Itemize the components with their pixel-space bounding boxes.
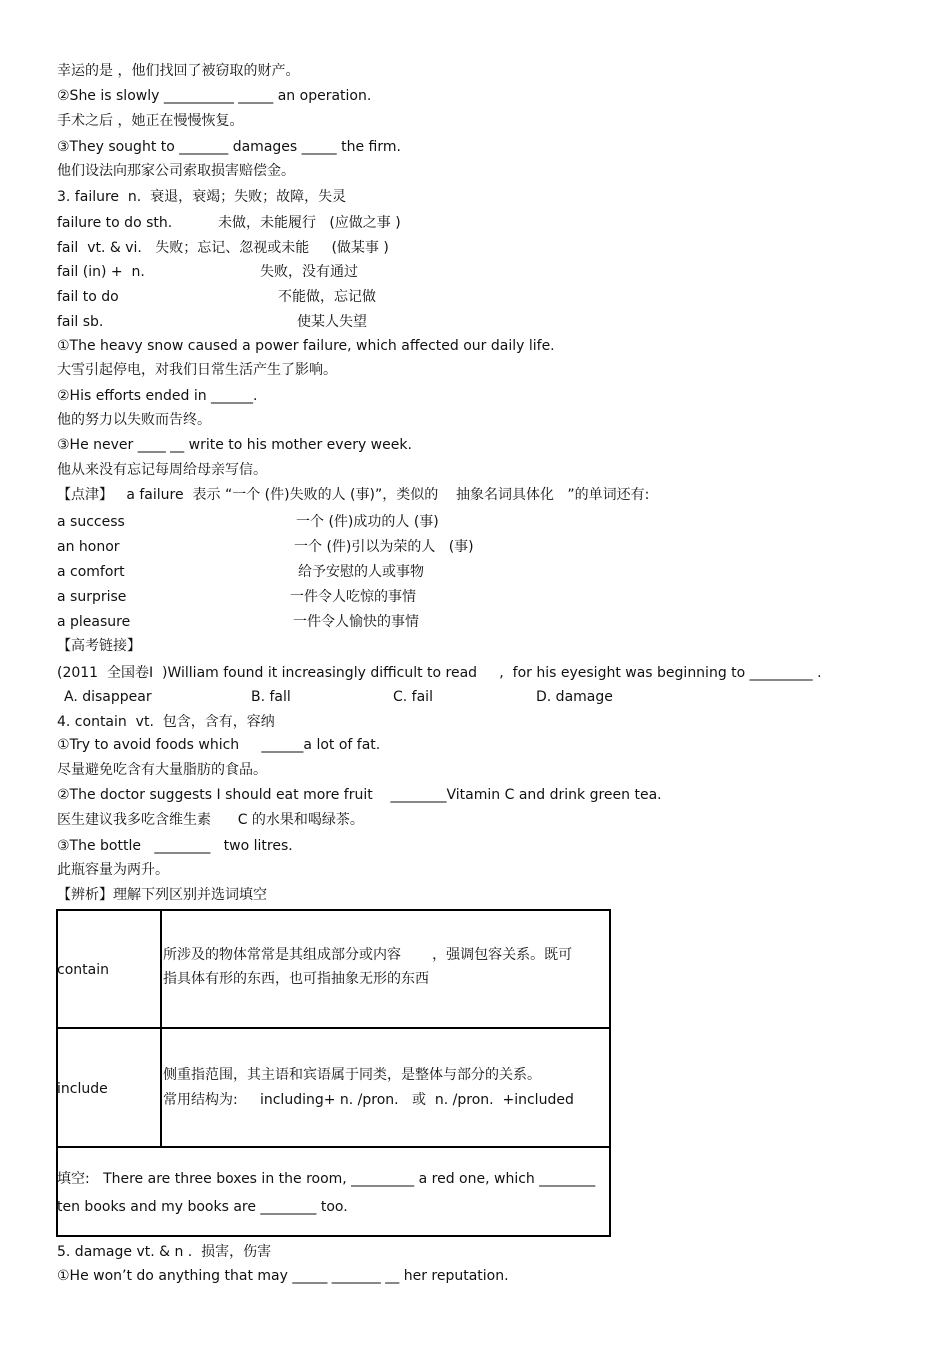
table-desc-contain: 所涉及的物体常常是其组成部分或内容 ，强调包容关系。既可	[163, 947, 573, 963]
table-fill-blank: ten books and my books are ________ too.	[57, 1199, 348, 1215]
table-divider	[56, 1146, 611, 1148]
table-fill-blank: 填空: There are three boxes in the room, _________ a red one, which ________	[57, 1171, 596, 1187]
fail-entry-zh: 不能做，忘记做	[278, 289, 376, 305]
example-sentence: ②The doctor suggests I should eat more fruit ________Vitamin C and drink green tea.	[57, 787, 662, 803]
example-translation: 他从来没有忘记每周给母亲写信。	[57, 462, 267, 478]
table-desc-include: 侧重指范围，其主语和宾语属于同类，是整体与部分的关系。	[163, 1067, 541, 1083]
option-a: A. disappear	[64, 689, 152, 705]
fail-entry-en: failure to do sth.	[57, 215, 173, 231]
option-c: C. fail	[393, 689, 433, 705]
option-d: D. damage	[536, 689, 613, 705]
gaokao-heading: 【高考链接】	[57, 638, 141, 654]
noun-en: a pleasure	[57, 614, 131, 630]
text-line: 他们设法向那家公司索取损害赔偿金。	[57, 163, 295, 179]
text-line: 手术之后 ，她正在慢慢恢复。	[57, 113, 244, 129]
text-line: ②She is slowly __________ _____ an operation.	[57, 88, 372, 104]
fail-entry-en: fail to do	[57, 289, 119, 305]
table-divider	[160, 909, 162, 1148]
option-b: B. fall	[251, 689, 291, 705]
example-translation: 此瓶容量为两升。	[57, 862, 169, 878]
noun-en: an honor	[57, 539, 120, 555]
analysis-heading: 【辨析】理解下列区别并选词填空	[57, 887, 267, 903]
example-translation: 医生建议我多吃含维生素 C 的水果和喝绿茶。	[57, 812, 364, 828]
note-tip: 【点津】 a failure 表示 “一个 (件)失败的人 (事)”，类似的 抽象名词具体化 ”的单词还有:	[57, 487, 650, 503]
noun-en: a comfort	[57, 564, 125, 580]
text-line: 幸运的是 ，他们找回了被窃取的财产。	[57, 63, 300, 79]
fail-entry-en: fail vt. & vi. 失败；忘记、忽视或未能 (做某事 )	[57, 240, 389, 256]
gaokao-question: (2011 全国卷Ⅰ )William found it increasingly difficult to read , for his eyesight was beginning to _________ .	[57, 665, 822, 681]
noun-en: a success	[57, 514, 125, 530]
example-translation: 大雪引起停电，对我们日常生活产生了影响。	[57, 362, 337, 378]
noun-zh: 一个 (件)成功的人 (事)	[296, 514, 439, 530]
fail-entry-zh: 使某人失望	[297, 314, 367, 330]
table-word-contain: contain	[57, 962, 109, 978]
noun-zh: 一个 (件)引以为荣的人 (事)	[294, 539, 474, 555]
fail-entry-zh: 未做，未能履行 (应做之事 )	[218, 215, 401, 231]
example-translation: 尽量避免吃含有大量脂肪的食品。	[57, 762, 267, 778]
section-heading-damage: 5. damage vt. & n . 损害，伤害	[57, 1244, 272, 1260]
table-divider	[56, 1027, 611, 1029]
noun-zh: 一件令人吃惊的事情	[290, 589, 416, 605]
table-desc-contain: 指具体有形的东西，也可指抽象无形的东西	[163, 971, 429, 987]
noun-zh: 一件令人愉快的事情	[293, 614, 419, 630]
table-word-include: include	[57, 1081, 108, 1097]
example-sentence: ①Try to avoid foods which ______a lot of fat.	[57, 737, 381, 753]
fail-entry-en: fail sb.	[57, 314, 104, 330]
section-heading-failure: 3. failure n. 衰退，衰竭；失败；故障，失灵	[57, 189, 347, 205]
example-sentence: ②His efforts ended in ______.	[57, 388, 258, 404]
example-sentence: ③He never ____ __ write to his mother every week.	[57, 437, 412, 453]
text-line: ③They sought to _______ damages _____ the firm.	[57, 139, 401, 155]
fail-entry-en: fail (in) + n.	[57, 264, 145, 280]
noun-en: a surprise	[57, 589, 127, 605]
example-translation: 他的努力以失败而告终。	[57, 412, 211, 428]
table-desc-include: 常用结构为: including+ n. /pron. 或 n. /pron. +included	[163, 1092, 574, 1108]
section-heading-contain: 4. contain vt. 包含，含有，容纳	[57, 714, 275, 730]
example-sentence: ③The bottle ________ two litres.	[57, 838, 293, 854]
fail-entry-zh: 失败，没有通过	[260, 264, 358, 280]
noun-zh: 给予安慰的人或事物	[298, 564, 424, 580]
example-sentence: ①He won’t do anything that may _____ _______ __ her reputation.	[57, 1268, 509, 1284]
example-sentence: ①The heavy snow caused a power failure, which affected our daily life.	[57, 338, 555, 354]
